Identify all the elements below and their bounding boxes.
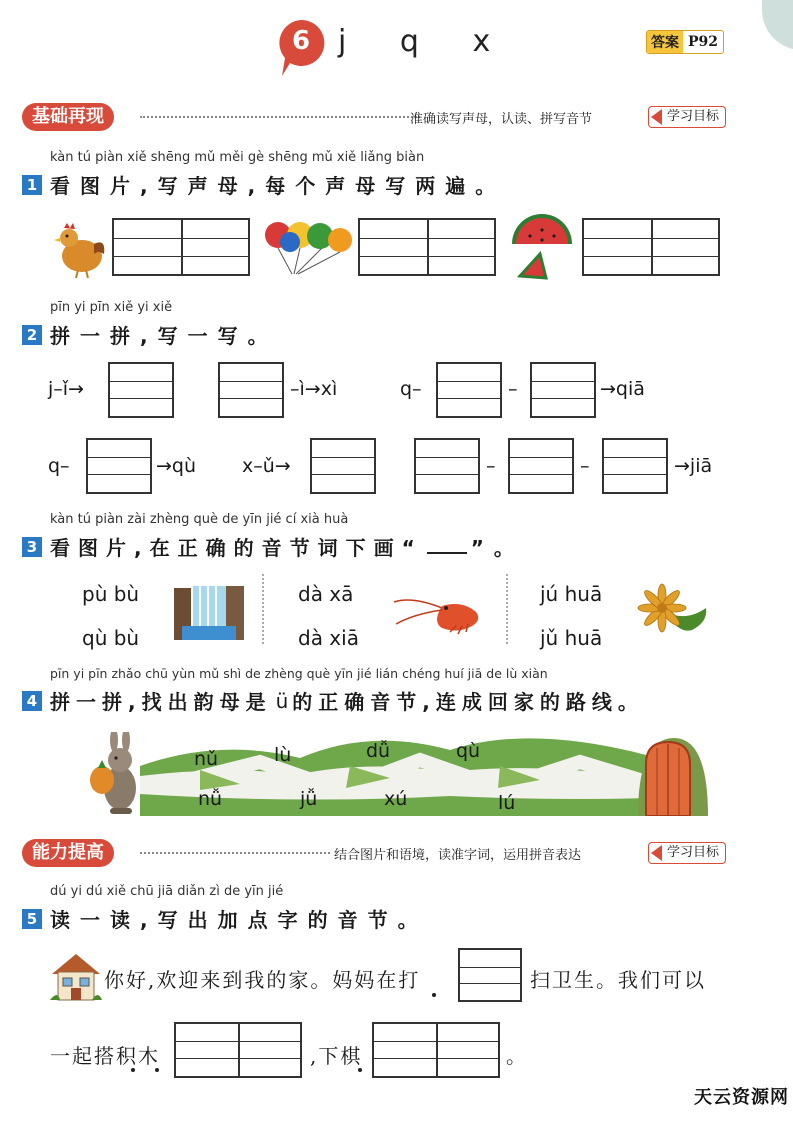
question-number: 3 — [22, 537, 42, 557]
q3-option[interactable]: jǔ huā — [540, 626, 603, 650]
q2-answer-grid-6[interactable] — [310, 438, 376, 494]
section-goal-text: 准确读写声母，认读、拼写音节 — [410, 112, 593, 127]
waterfall-icon — [174, 582, 244, 640]
path-syllable[interactable]: xú — [384, 788, 408, 810]
q2-dash: – — [486, 455, 496, 477]
emphasis-dot — [131, 1068, 135, 1072]
q2-spell-suffix: →jiā — [674, 455, 713, 477]
q5-sentence-part: 一起搭积木 — [50, 1044, 160, 1068]
q2-answer-grid-9[interactable] — [602, 438, 668, 494]
path-syllable[interactable]: jǚ — [300, 788, 318, 810]
underline-blank — [427, 552, 467, 554]
q2-dash: – — [580, 455, 590, 477]
q5-sentence-part: 。 — [506, 1044, 528, 1068]
q5-answer-grid-3[interactable] — [372, 1022, 500, 1078]
balloons-icon — [262, 218, 354, 276]
emphasis-dot — [155, 1068, 159, 1072]
learning-goal-tag — [648, 842, 726, 864]
learning-goal-label: 学习目标 — [666, 845, 719, 860]
q2-spell-suffix: →qù — [156, 455, 197, 477]
q2-spell-prefix: x–ǔ→ — [242, 455, 291, 477]
q3-option[interactable]: pù bù — [82, 582, 140, 606]
answer-label: 答案 — [647, 31, 683, 53]
column-divider — [262, 574, 264, 644]
q2-answer-grid-4[interactable] — [530, 362, 596, 418]
path-syllable[interactable]: qù — [456, 740, 481, 762]
answer-page-tag[interactable] — [646, 30, 724, 54]
q5-prompt — [22, 904, 428, 933]
q2-spell-prefix: q– — [48, 455, 70, 477]
q2-answer-grid-5[interactable] — [86, 438, 152, 494]
q1-prompt — [22, 170, 505, 199]
corner-decoration — [762, 0, 793, 50]
question-number: 4 — [22, 691, 42, 711]
q4-prompt — [22, 686, 644, 715]
chrysanthemum-icon — [636, 582, 714, 640]
lesson-number-badge — [276, 18, 332, 74]
q2-answer-grid-2[interactable] — [218, 362, 284, 418]
emphasis-dot — [358, 1068, 362, 1072]
emphasis-dot — [432, 993, 436, 997]
path-syllable[interactable]: dǚ — [366, 740, 391, 762]
q3-option[interactable]: dà xā — [298, 582, 354, 606]
arrow-left-icon — [651, 109, 662, 125]
q3-pinyin: kàn tú piàn zài zhèng què de yīn jié cí xià huà — [50, 512, 349, 527]
question-number: 1 — [22, 175, 42, 195]
question-text: 读一读,写出加点字的音节。 — [50, 908, 428, 932]
question-text: 看图片,在正确的音节词下画“ — [50, 536, 423, 560]
path-syllable[interactable]: lú — [498, 792, 516, 814]
q5-sentence-part: 扫卫生。我们可以 — [530, 968, 706, 992]
q2-answer-grid-8[interactable] — [508, 438, 574, 494]
section-title-improvement: 能力提高 — [22, 839, 114, 867]
section-bar-basics — [22, 103, 726, 131]
maze-path-illustration — [140, 736, 700, 816]
vowel-u-umlaut: ü — [275, 688, 289, 713]
question-text: 的正确音节,连成回家的路线。 — [292, 690, 644, 714]
q2-answer-grid-7[interactable] — [414, 438, 480, 494]
q3-option[interactable]: jú huā — [540, 582, 603, 606]
learning-goal-tag — [648, 106, 726, 128]
q2-spell-prefix: j–ǐ→ — [48, 378, 84, 400]
dotted-divider — [140, 852, 330, 854]
arrow-left-icon — [651, 845, 662, 861]
question-text: 拼一拼,写一写。 — [50, 324, 278, 348]
column-divider — [506, 574, 508, 644]
q4-pinyin: pīn yi pīn zhǎo chū yùn mǔ shì de zhèng què yīn jié lián chéng huí jiā de lù xiàn — [50, 666, 548, 681]
q5-sentence-part: 你好,欢迎来到我的家。妈妈在打 — [104, 968, 421, 992]
learning-goal-label: 学习目标 — [666, 109, 719, 124]
question-text: 看图片,写声母,每个声母写两遍。 — [50, 174, 506, 198]
section-title-basics: 基础再现 — [22, 103, 114, 131]
q5-sentence-part: ,下棋 — [310, 1044, 363, 1068]
q2-spell-suffix: →qiā — [600, 378, 645, 400]
door-house-icon — [632, 736, 708, 816]
q2-prompt — [22, 320, 278, 349]
path-syllable[interactable]: lù — [274, 744, 292, 766]
q2-dash: – — [508, 378, 518, 400]
path-syllable[interactable]: nǚ — [198, 788, 223, 810]
q5-pinyin: dú yi dú xiě chū jiā diǎn zì de yīn jié — [50, 884, 284, 899]
shrimp-icon — [392, 590, 488, 636]
question-text-end: ”。 — [470, 536, 524, 560]
answer-page-number: P92 — [688, 34, 719, 50]
q1-writing-grid-2[interactable] — [358, 218, 496, 276]
q3-prompt — [22, 532, 524, 561]
house-icon — [50, 950, 102, 1002]
chicken-icon — [52, 220, 108, 280]
lesson-title-letters: j q x — [338, 24, 513, 59]
watermelon-icon — [506, 214, 578, 280]
question-text: 拼一拼,找出韵母是 — [50, 690, 272, 714]
q5-answer-grid-1[interactable] — [458, 948, 522, 1002]
section-bar-improvement — [22, 839, 726, 867]
question-number: 5 — [22, 909, 42, 929]
question-number: 2 — [22, 325, 42, 345]
watermark: 天云资源网 — [694, 1087, 789, 1108]
section-goal-text: 结合图片和语境，读准字词，运用拼音表达 — [334, 848, 582, 863]
lesson-number: 6 — [291, 26, 311, 56]
q2-spell-prefix: q– — [400, 378, 422, 400]
q5-answer-grid-2[interactable] — [174, 1022, 302, 1078]
q2-answer-grid-3[interactable] — [436, 362, 502, 418]
q3-option[interactable]: qù bù — [82, 626, 140, 650]
q1-writing-grid-3[interactable] — [582, 218, 720, 276]
path-syllable[interactable]: nǔ — [194, 748, 219, 770]
q1-pinyin: kàn tú piàn xiě shēng mǔ měi gè shēng mǔ xiě liǎng biàn — [50, 150, 425, 165]
q2-pinyin: pīn yi pīn xiě yi xiě — [50, 300, 173, 315]
q2-answer-grid-1[interactable] — [108, 362, 174, 418]
q2-spell-suffix: –ì→xì — [290, 378, 338, 400]
q3-option[interactable]: dà xiā — [298, 626, 359, 650]
q1-writing-grid-1[interactable] — [112, 218, 250, 276]
dotted-divider — [140, 116, 420, 118]
